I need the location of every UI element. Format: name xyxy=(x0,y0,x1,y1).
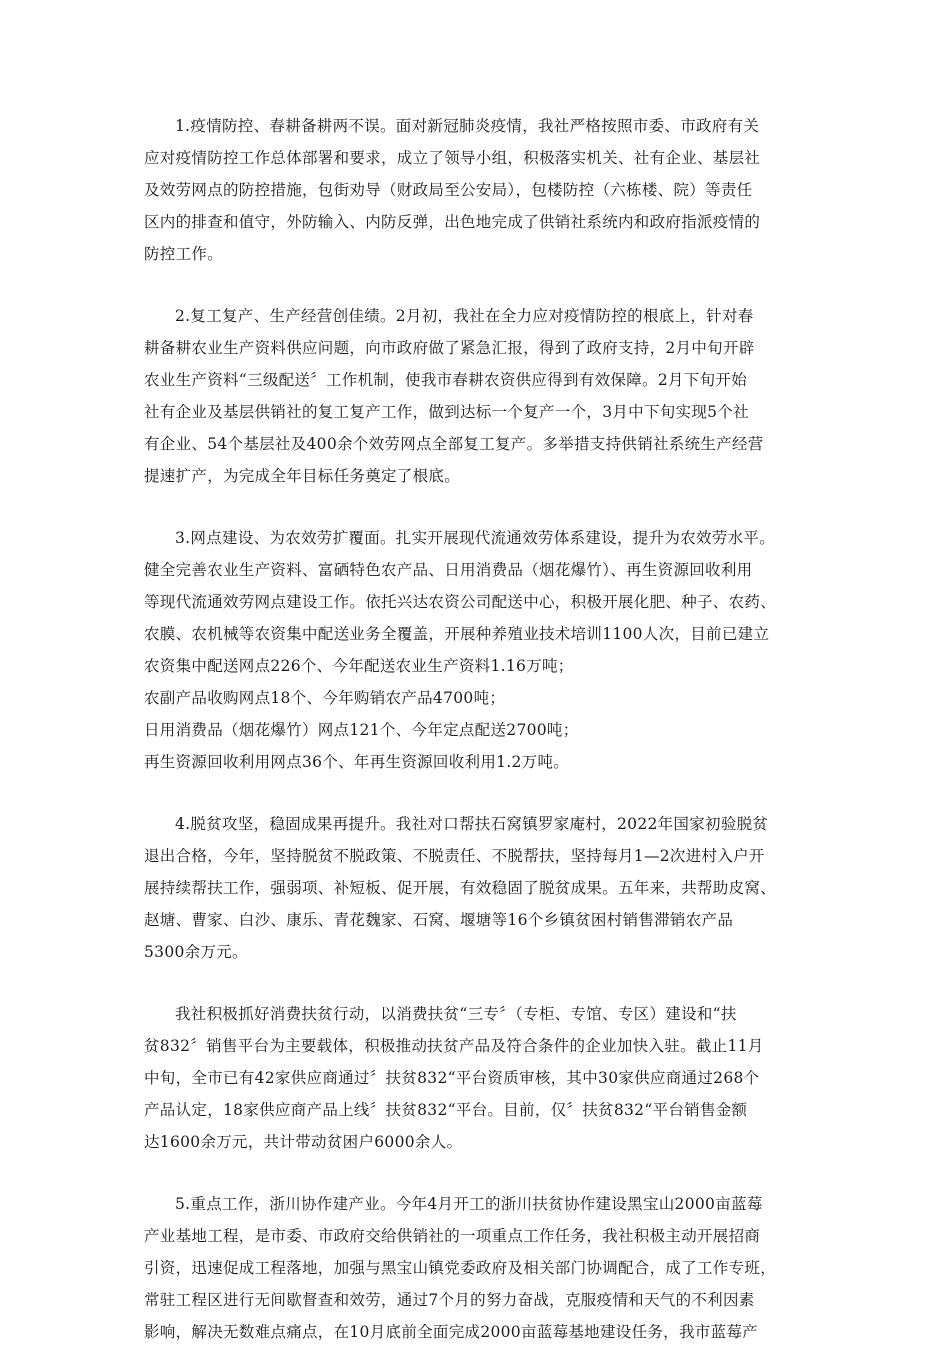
text-line: 农膜、农机械等农资集中配送业务全覆盖，开展种养殖业技术培训1100人次，目前已建立 xyxy=(144,625,770,643)
text-line: 赵塘、曹家、白沙、康乐、青花魏家、石窝、堰塘等16个乡镇贫困村销售滞销农产品 xyxy=(144,911,734,929)
text-line: 影响，解决无数难点痛点，在10月底前全面完成2000亩蓝莓基地建设任务，我市蓝莓产 xyxy=(144,1323,758,1341)
paragraph-epidemic-control xyxy=(144,110,835,270)
paragraph-network-building xyxy=(144,522,835,778)
text-line: 贫832〞销售平台为主要载体，积极推动扶贫产品及符合条件的企业加快入驻。截止11月 xyxy=(144,1037,764,1055)
text-line: 退出合格，今年，坚持脱贫不脱政策、不脱责任、不脱帮扶，坚持每月1—2次进村入户开 xyxy=(144,847,765,865)
paragraph-poverty-alleviation xyxy=(144,808,835,968)
text-line: 农业生产资料“三级配送〞工作机制，使我市春耕农资供应得到有效保障。2月下旬开始 xyxy=(144,371,747,389)
text-line: 2.复工复产、生产经营创佳绩。2月初，我社在全力应对疫情防控的根底上，针对春 xyxy=(175,307,754,325)
text-line: 区内的排查和值守，外防输入、内防反弹，出色地完成了供销社系统内和政府指派疫情的 xyxy=(144,213,761,231)
paragraph-resume-production xyxy=(144,300,835,492)
text-line: 展持续帮扶工作，强弱项、补短板、促开展，有效稳固了脱贫成果。五年来，共帮助皮窝、 xyxy=(144,879,777,897)
paragraph-key-work xyxy=(144,1188,835,1348)
text-line: 5300余万元。 xyxy=(144,943,248,961)
text-line: 达1600余万元，共计带动贫困户6000余人。 xyxy=(144,1133,463,1151)
text-line: 1.疫情防控、春耕备耕两不误。面对新冠肺炎疫情，我社严格按照市委、市政府有关 xyxy=(175,117,760,135)
text-line: 3.网点建设、为农效劳扩覆面。扎实开展现代流通效劳体系建设，提升为农效劳水平。 xyxy=(175,529,775,547)
text-line: 中旬，全市已有42家供应商通过〞扶贫832“平台资质审核，其中30家供应商通过268个 xyxy=(144,1069,760,1087)
text-line: 常驻工程区进行无间歇督查和效劳，通过7个月的努力奋战，克服疫情和天气的不利因素 xyxy=(144,1291,755,1309)
paragraph-consumption-poverty xyxy=(144,998,835,1158)
text-line: 产品认定，18家供应商产品上线〞扶贫832“平台。目前，仅〞扶贫832“平台销售金额 xyxy=(144,1101,748,1119)
text-line: 应对疫情防控工作总体部署和要求，成立了领导小组，积极落实机关、社有企业、基层社 xyxy=(144,149,761,167)
text-line: 产业基地工程，是市委、市政府交给供销社的一项重点工作任务，我社积极主动开展招商 xyxy=(144,1227,761,1245)
text-line: 耕备耕农业生产资料供应问题，向市政府做了紧急汇报，得到了政府支持，2月中旬开辟 xyxy=(144,339,755,357)
text-line: 农资集中配送网点226个、今年配送农业生产资料1.16万吨； xyxy=(144,657,574,675)
text-line: 农副产品收购网点18个、今年购销农产品4700吨； xyxy=(144,689,506,707)
text-line: 及效劳网点的防控措施，包街劝导（财政局至公安局），包楼防控（六栋楼、院）等责任 xyxy=(144,181,753,199)
text-line: 4.脱贫攻坚，稳固成果再提升。我社对口帮扶石窝镇罗家庵村，2022年国家初验脱贫 xyxy=(175,815,769,833)
text-line: 等现代流通效劳网点建设工作。依托兴达农资公司配送中心，积极开展化肥、种子、农药、 xyxy=(144,593,777,611)
text-line: 提速扩产，为完成全年目标任务奠定了根底。 xyxy=(144,467,461,485)
text-line: 我社积极抓好消费扶贫行动，以消费扶贫“三专〞（专柜、专馆、专区）建设和“扶 xyxy=(175,1005,737,1023)
text-line: 5.重点工作，浙川协作建产业。今年4月开工的浙川扶贫协作建设黑宝山2000亩蓝莓 xyxy=(175,1195,763,1213)
text-line: 引资，迅速促成工程落地，加强与黑宝山镇党委政府及相关部门协调配合，成了工作专班， xyxy=(144,1259,777,1277)
text-line: 有企业、54个基层社及400余个效劳网点全部复工复产。多举措支持供销社系统生产经营 xyxy=(144,435,764,453)
text-line: 健全完善农业生产资料、富硒特色农产品、日用消费品（烟花爆竹）、再生资源回收利用 xyxy=(144,561,753,579)
text-line: 防控工作。 xyxy=(144,245,224,263)
text-line: 社有企业及基层供销社的复工复产工作，做到达标一个复产一个，3月中下旬实现5个社 xyxy=(144,403,749,421)
text-line: 日用消费品（烟花爆竹）网点121个、今年定点配送2700吨； xyxy=(144,721,579,739)
text-line: 再生资源回收利用网点36个、年再生资源回收利用1.2万吨。 xyxy=(144,753,570,771)
